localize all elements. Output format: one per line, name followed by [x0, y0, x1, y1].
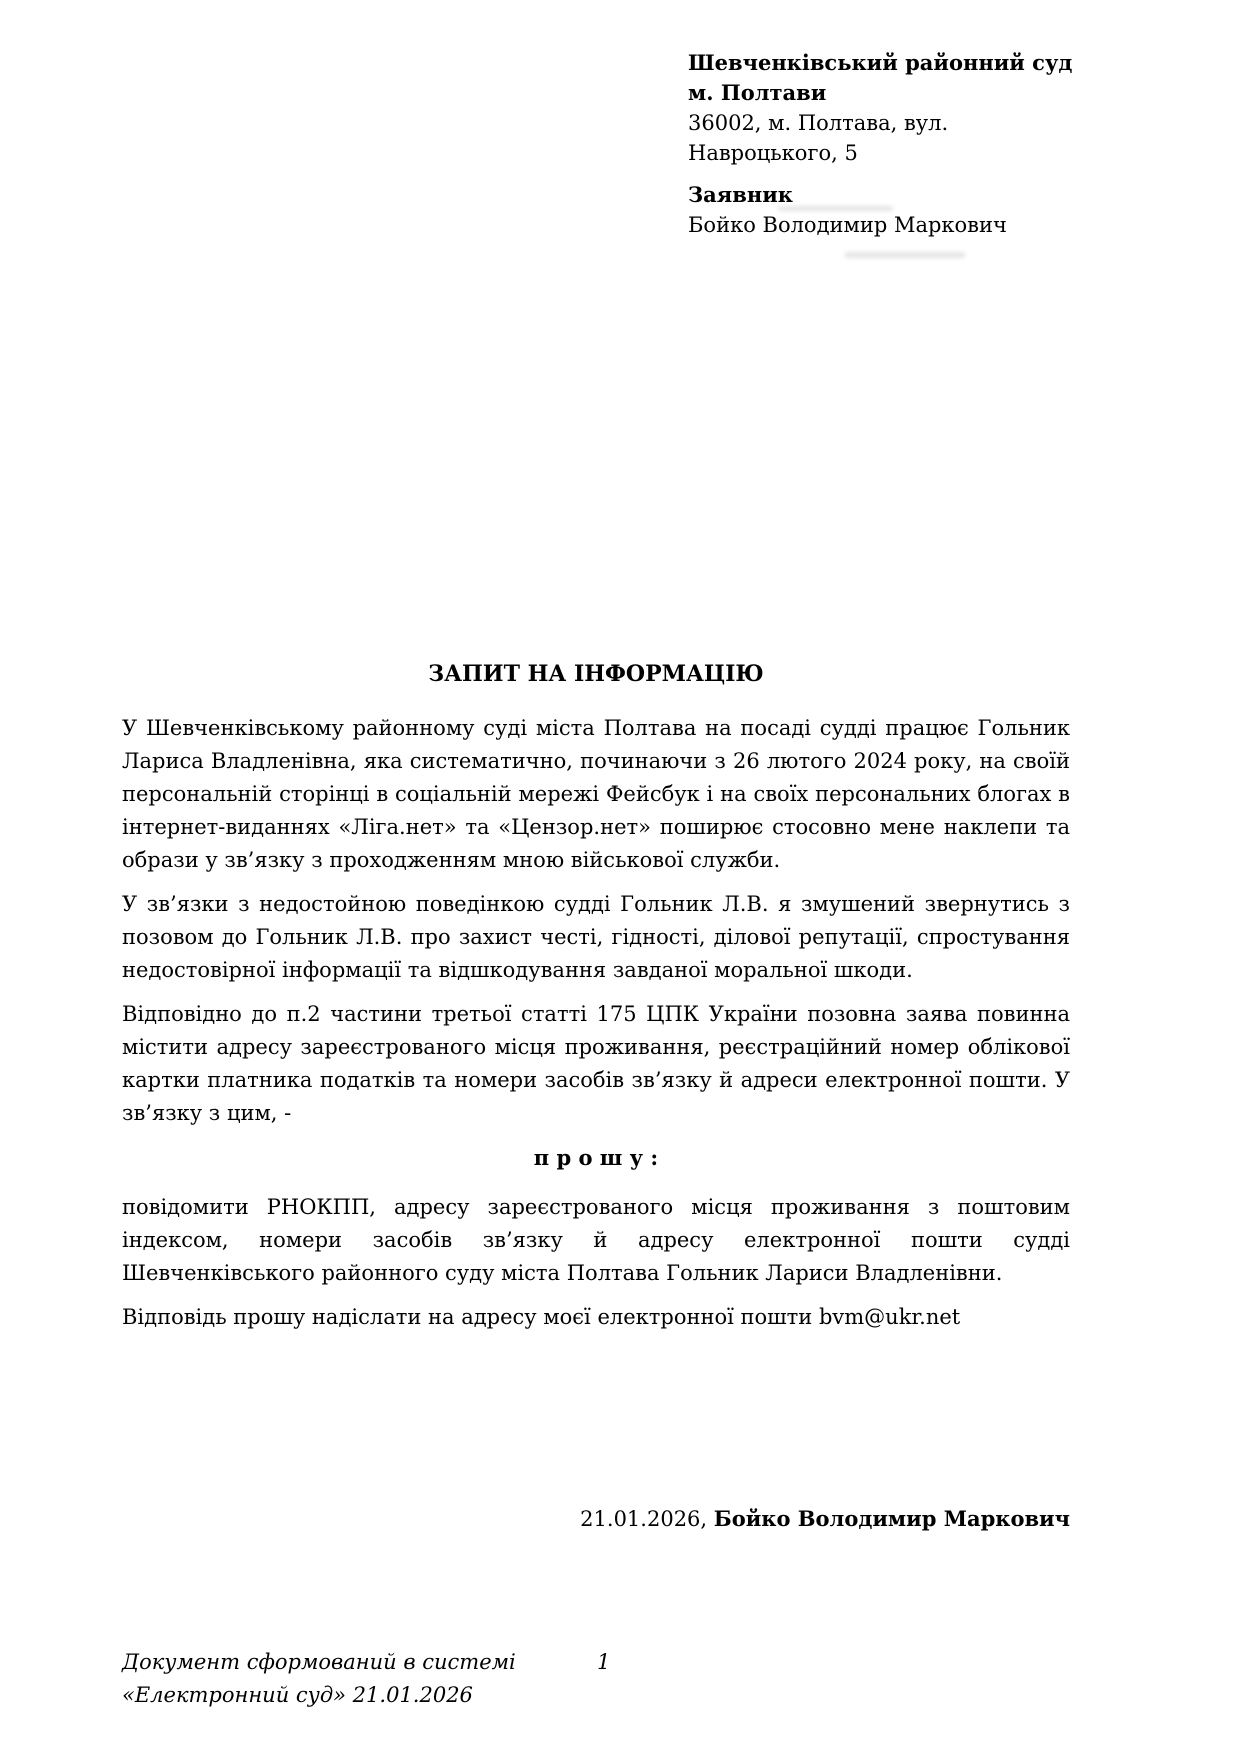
body-paragraph-3: Відповідно до п.2 частини третьої статті 175 ЦПК України позовна заява повинна містити адресу зареєстрованого місця проживання, реєстраційний номер облікової картки платника податків та номери засобів зв’язку й адреси електронної пошти. У зв’язку з цим, - — [122, 1002, 1070, 1125]
footer-note: Документ сформований в системі «Електронний суд» 21.01.2026 — [122, 1650, 516, 1707]
page-footer — [122, 1646, 1070, 1712]
court-address-line-1: 36002, м. Полтава, вул. — [688, 111, 949, 135]
request-paragraph-2: Відповідь прошу надіслати на адресу моєї електронної пошти bvm@ukr.net — [122, 1305, 961, 1329]
body-paragraph-2: У зв’язки з недостойною поведінкою судді Гольник Л.В. я змушений звернутись з позовом до Гольник Л.В. про захист честі, гідності, ділової репутації, спростування недостовірної інформації та відшкодування завданої моральної шкоди. — [122, 892, 1070, 982]
document-title: ЗАПИТ НА ІНФОРМАЦІЮ — [428, 661, 764, 687]
signature-name: Бойко Володимир Маркович — [713, 1506, 1070, 1531]
erased-text-artifact — [845, 252, 965, 258]
body-paragraph-1: У Шевченківському районному суді міста Полтава на посаді судді працює Гольник Лариса Владленівна, яка систематично, починаючи з 26 лютого 2024 року, на своїй персональній сторінці в соціальній мережі Фейсбук і на своїх персональних блогах в інтернет-виданнях «Ліга.нет» та «Цензор.нет» поширює стосовно мене наклепи та образи у зв’язку з проходженням мною військової служби. — [122, 716, 1070, 872]
court-name-line-2: м. Полтави — [688, 80, 827, 105]
applicant-name: Бойко Володимир Маркович — [688, 213, 1007, 237]
applicant-label: Заявник — [688, 182, 793, 207]
request-heading: п р о ш у : — [533, 1145, 659, 1170]
page-number: 1 — [597, 1650, 611, 1674]
recipient-block — [688, 48, 1073, 240]
court-address-line-2: Навроцького, 5 — [688, 141, 858, 165]
court-name-line-1: Шевченківський районний суд — [688, 50, 1073, 75]
request-paragraph-1: повідомити РНОКПП, адресу зареєстрованого місця проживання з поштовим індексом, номери засобів зв’язку й адресу електронної пошти судді Шевченківського районного суду міста Полтава Гольник Лариси Владленівни. — [122, 1195, 1070, 1285]
signature-date: 21.01.2026, — [580, 1507, 708, 1531]
signature-line — [122, 1502, 1070, 1536]
erased-text-artifact — [778, 206, 893, 211]
